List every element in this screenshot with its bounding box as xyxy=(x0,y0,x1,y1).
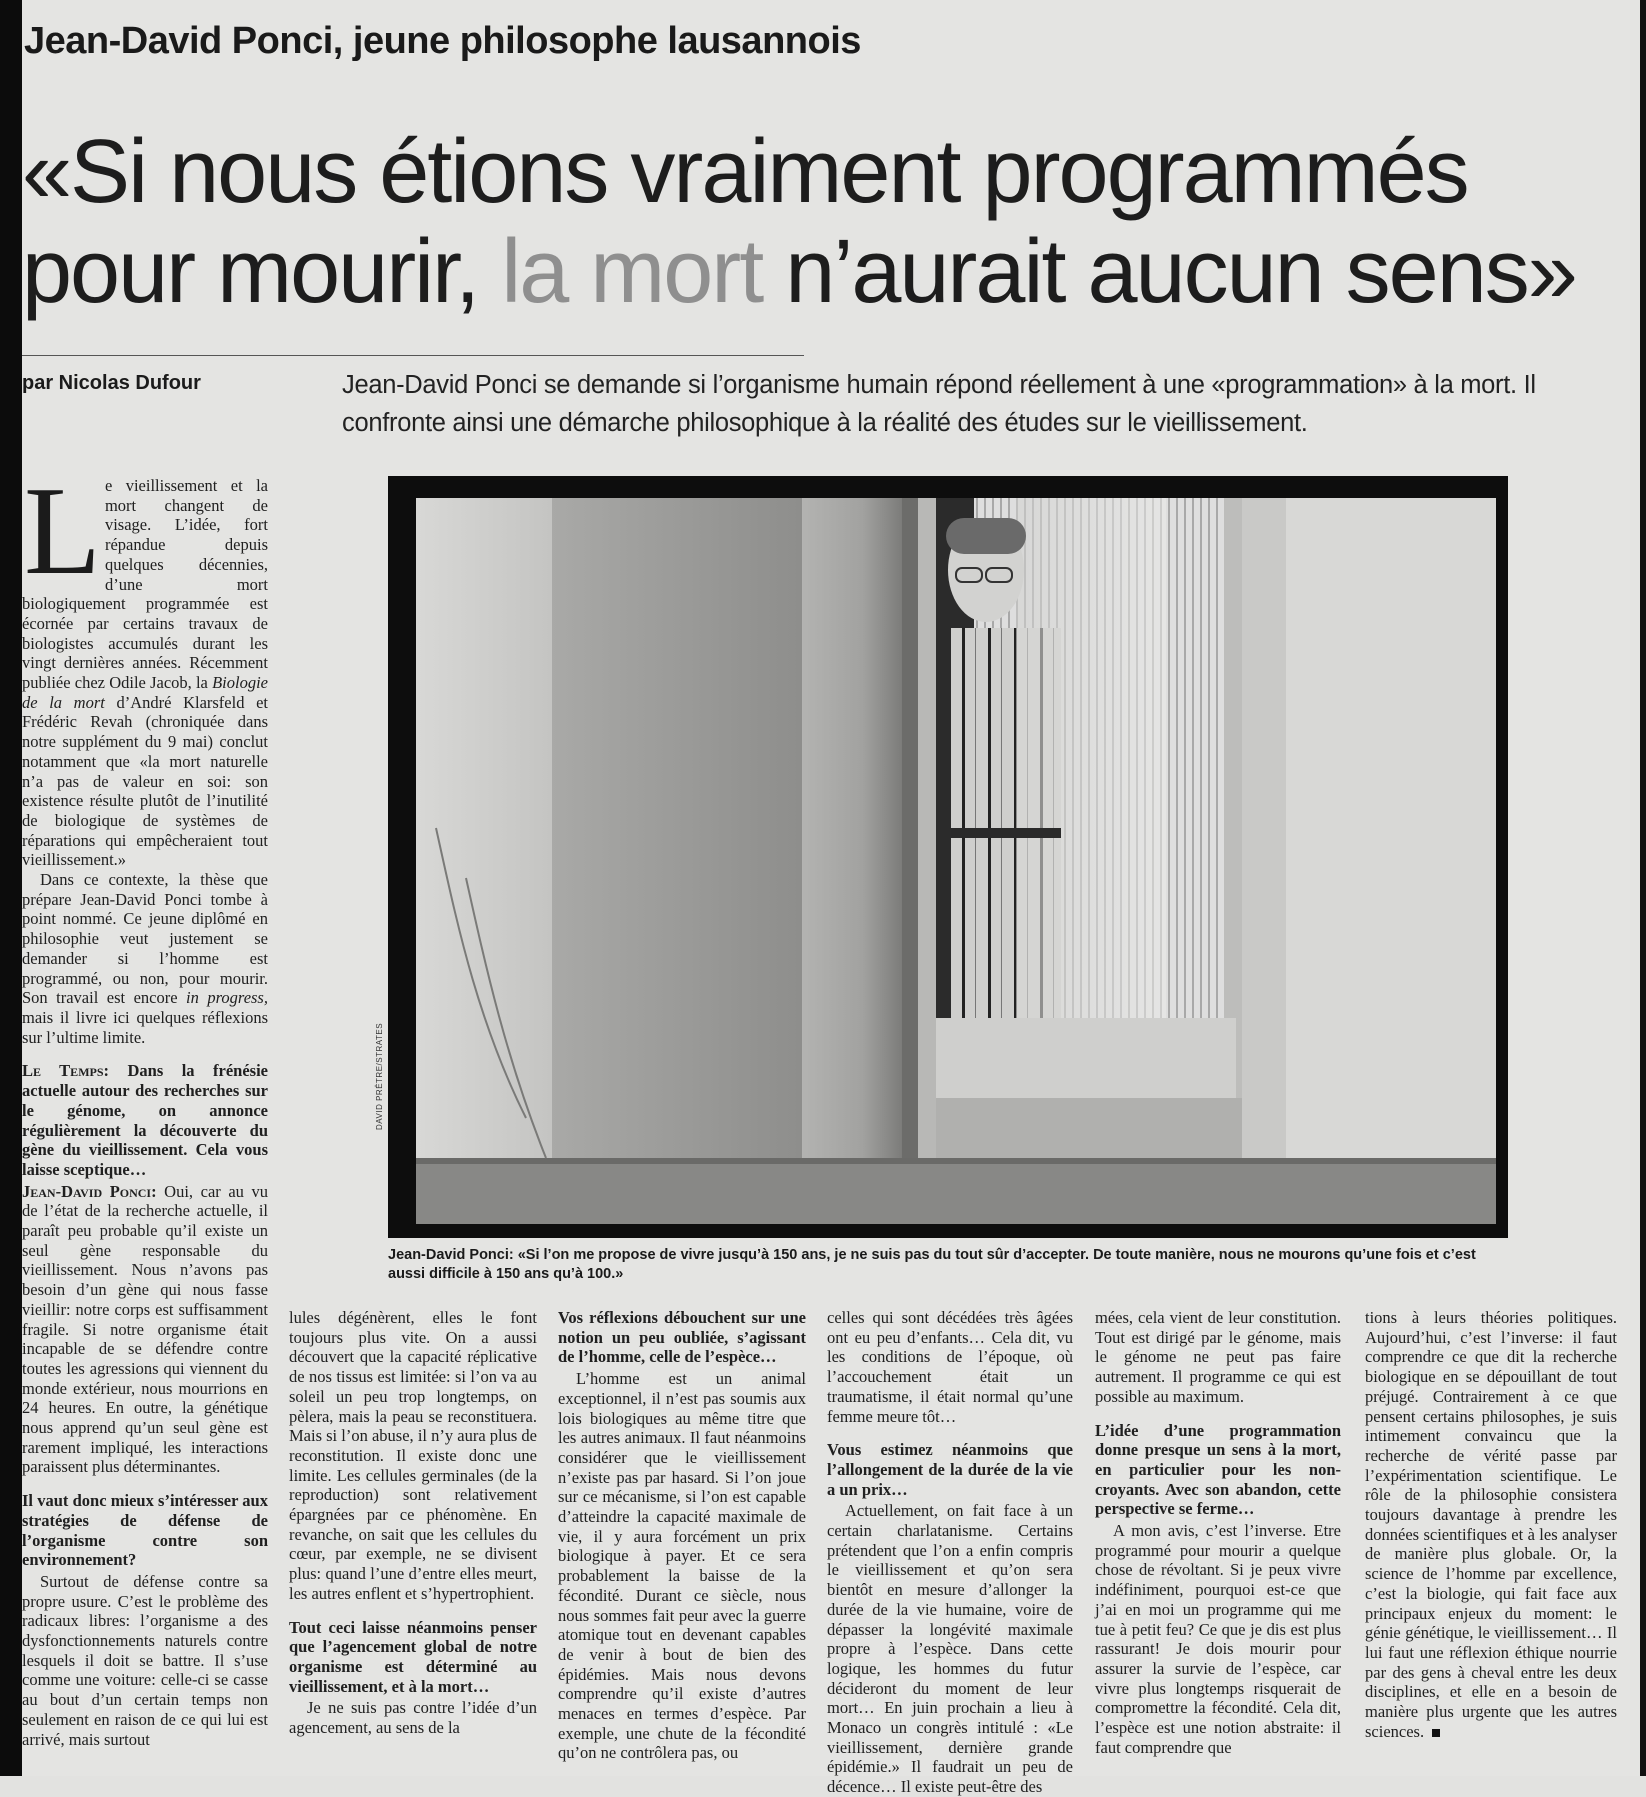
book-title: Biologie de la mort xyxy=(22,673,268,712)
question-5: Vous estimez néanmoins que l’allongement de la durée de la vie a un prix… xyxy=(827,1440,1073,1499)
end-mark-icon xyxy=(1432,1729,1440,1737)
answer-2-continued: lules dégénèrent, elles le font toujours plus vite. On a aussi découvert que la capacité réplicative de nos tissus est limitée: si l’on va au soleil un peu trop longtemps, on pèlera, mais la peau se reconstituera. Mais si l’on abuse, il n’y aura plus de reconstitution. Il existe donc une limite. Les cellules germinales (de la reproduction) sont relativement épargnées par ce phénomène. En revanche, on sait que les cellules du cœur, par exemple, ne se divisent plus: quand l’une d’entre elles meurt, les autres enflent et s’hypertrophient. xyxy=(289,1308,537,1603)
answer-3: Je ne suis pas contre l’idée d’un agencement, au sens de la xyxy=(289,1698,537,1738)
headline-line-2a: pour mourir, xyxy=(22,222,502,322)
question-2: Il vaut donc mieux s’intéresser aux stratégies de défense de l’organisme contre son environnement? xyxy=(22,1491,268,1570)
headline-rule xyxy=(22,355,804,356)
byline: par Nicolas Dufour xyxy=(22,372,201,394)
lead-paragraph: Jean-David Ponci se demande si l’organisme humain répond réellement à une «programmation» à la mort. Il confronte ainsi une démarche philosophique à la réalité des études sur le vieillissement. xyxy=(342,371,1536,437)
headline-highlight: la mort xyxy=(501,222,763,322)
drop-cap: L xyxy=(24,462,101,601)
question-1: Le Temps: Dans la frénésie actuelle autour des recherches sur le génome, on annonce régulièrement la découverte du gène du vieillissement. Cela vous laisse sceptique… xyxy=(22,1061,268,1179)
photo-credit: DAVID PRÊTRE/STRATES xyxy=(375,1022,384,1130)
paragraph: Dans ce contexte, la thèse que prépare Jean-David Ponci tombe à point nommé. Ce jeune diplômé en philosophie veut justement se demander si l’homme est programmé, ou non, pour mourir. Son travail est encore in progress, mais il livre ici quelques réflexions sur l’ultime limite. xyxy=(22,870,268,1047)
article-column-3 xyxy=(558,1308,806,1776)
question-6: L’idée d’une programmation donne presque un sens à la mort, en particulier pour les non-croyants. Avec son abandon, cette perspective se ferme… xyxy=(1095,1420,1341,1519)
scan-left-border xyxy=(0,0,22,1776)
kicker: Jean-David Ponci, jeune philosophe lausannois xyxy=(24,20,861,62)
answer-4-continued: celles qui sont décédées très âgées ont eu peu d’enfants… Cela dit, vu les conditions de l’époque, où l’accouchement était un traumatisme, il était normal qu’une femme meure tôt… xyxy=(827,1308,1073,1426)
headline xyxy=(22,122,1576,322)
answer-6: A mon avis, c’est l’inverse. Etre programmé pour mourir a quelque chose de révoltant. Si je peux vivre indéfiniment, pourquoi est-ce que j’ai en moi un programme qui me tue à petit feu? Ce que je dis est plus rassurant! Je dois mourir pour assurer la survie de l’espèce, car vivre plus longtemps risquerait de compromettre la fécondité. Cela dit, l’espèce est une notion abstraite: il faut comprendre que xyxy=(1095,1521,1341,1757)
answer-6-continued: tions à leurs théories politiques. Aujourd’hui, c’est l’inverse: il faut comprendre ce que dit la recherche biologique en se dépouillant de tout préjugé. Contrairement à ce que pensent certains philosophes, je suis intimement convaincu que la recherche de vérité passe par l’expérimentation scientifique. Le rôle de la philosophie consistera toujours davantage à prendre les données scientifiques et à les analyser de manière plus globale. Or, la science de l’homme par excellence, c’est la biologie, qui fait face aux principaux enjeux du moment: le génie génétique, le vieillissement… Il lui faut une réflexion éthique nourrie par des gens à cheval entre les deux disciplines, et elle en a besoin de manière plus urgente que les autres sciences. xyxy=(1365,1308,1617,1741)
article-column-1 xyxy=(22,462,268,1776)
portrait-photo xyxy=(416,498,1496,1224)
answer-2: Surtout de défense contre sa propre usure. C’est le problème des radicaux libres: l’organisme a des dysfonctionnements naturels contre lesquels il doit se battre. Il s’use comme une voiture: celle-ci se casse au bout d’un certain temps non seulement en raison de ce qui lui est arrivé, mais surtout xyxy=(22,1571,268,1749)
answer-4: L’homme est un animal exceptionnel, il n’est pas soumis aux lois biologiques au même titre que les autres animaux. Il faut néanmoins considérer que le vieillissement n’existe pas par hasard. Si l’on joue sur ce mécanisme, si l’on est capable d’atteindre la capacité maximale de vie, il y aura forcément un prix biologique à payer. Et ce sera probablement la baisse de la fécondité. Durant ce siècle, nous nous sommes fait peur avec la guerre atomique tout en devenant capables de venir à bout de bien des épidémies. Mais nous devons comprendre qu’il existe d’autres menaces en termes d’espèce. Par exemple, une chute de la fécondité qu’on ne contrôlera pas, ou xyxy=(558,1369,806,1763)
article-column-2 xyxy=(289,1308,537,1776)
question-4: Vos réflexions débouchent sur une notion un peu oubliée, s’agissant de l’homme, celle de l’espèce… xyxy=(558,1308,806,1367)
question-3: Tout ceci laisse néanmoins penser que l’agencement global de notre organisme est déterminé au vieillissement, et à la mort… xyxy=(289,1617,537,1696)
article-column-5 xyxy=(1095,1308,1341,1776)
answer-1: Jean-David Ponci: Oui, car au vu de l’état de la recherche actuelle, il paraît peu probable qu’il existe un seul gène responsable du vieillissement. Nous n’avons pas besoin d’un gène qui nous fasse vieillir: notre corps est suffisamment fragile. Si notre organisme était incapable de se défendre contre toutes les agressions qui viennent du monde extérieur, nous mourrions en 24 heures. En outre, la génétique nous apprend qu’un seul gène est rarement impliqué, les interactions paraissent plus déterminantes. xyxy=(22,1181,268,1477)
photo-caption: Jean-David Ponci: «Si l’on me propose de vivre jusqu’à 150 ans, je ne suis pas du tout sûr d’accepter. De toute manière, nous ne mourons qu’une fois et c’est aussi difficile à 150 ans qu’à 100.» xyxy=(388,1247,1476,1282)
scan-right-border xyxy=(1640,0,1646,1776)
headline-line-2b: n’aurait aucun sens» xyxy=(762,222,1576,322)
article-column-4 xyxy=(827,1308,1073,1797)
answer-5-continued: mées, cela vient de leur constitution. Tout est dirigé par le génome, mais le génome ne peut pas faire autrement. Il programme ce qui est possible au maximum. xyxy=(1095,1308,1341,1406)
answer-5: Actuellement, on fait face à un certain charlatanisme. Certains prétendent que l’on a enfin compris le vieillissement et qu’on sera bientôt en mesure d’allonger la durée de la vie humaine, voire de dépasser la longévité maximale propre à l’espèce. Dans cette logique, les hommes du futur décideront du moment de leur mort… En juin prochain a lieu à Monaco un congrès intitulé : «Le vieillissement, dernière grande épidémie.» Il faudrait un peu de décence… Il existe peut-être des xyxy=(827,1501,1073,1797)
intro-paragraph: Le vieillissement et la mort changent de visage. L’idée, fort répandue depuis quelques décennies, d’une mort biologiquement programmée est écornée par certains travaux de biologistes accumulés durant les vingt dernières années. Récemment publiée chez Odile Jacob, la Biologie de la mort d’André Klarsfeld et Frédéric Revah (chroniquée dans notre supplément du 9 mai) conclut notamment que «la mort naturelle n’a pas de valeur en soi: son existence résulte plutôt de l’inutilité de biologique de systèmes de réparations qui empêcheraient tout vieillissement.» xyxy=(22,462,268,870)
headline-line-1: «Si nous étions vraiment programmés xyxy=(22,122,1468,222)
article-column-6 xyxy=(1365,1308,1617,1776)
